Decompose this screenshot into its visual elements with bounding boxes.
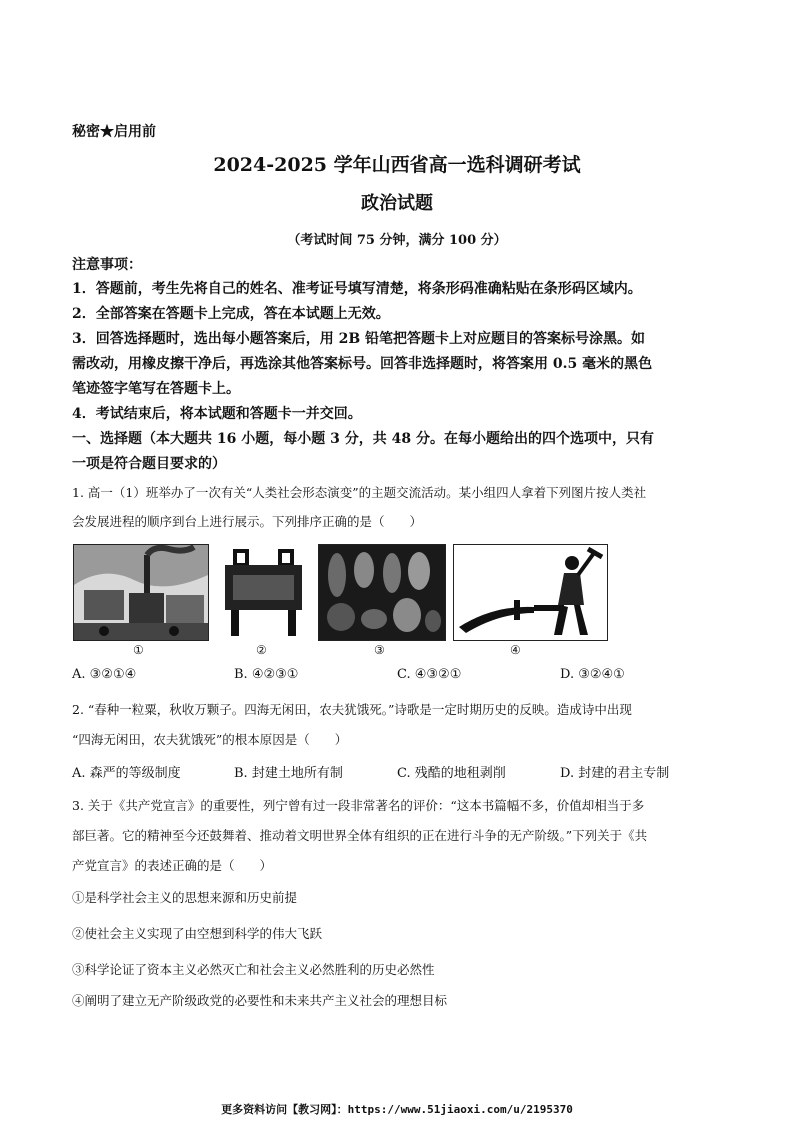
subject-title: 政治试题 [361, 193, 433, 214]
section-heading-a: 一、选择题（本大题共 16 小题，每小题 3 分，共 48 分。在每小题给出的四个选项中，只有 [72, 431, 654, 447]
q3-item-4: ④阐明了建立无产阶级政党的必要性和未来共产主义社会的理想目标 [72, 993, 448, 1008]
notice-line-1: 1．答题前，考生先将自己的姓名、准考证号填写清楚，将条形码准确粘贴在条形码区域内。 [72, 281, 642, 297]
page-title: 2024-2025 学年山西省高一选科调研考试 [213, 154, 581, 176]
q2-stem-a: 2. “春种一粒粟，秋收万颗子。四海无闲田，农夫犹饿死。”诗歌是一定时期历史的反映。造成诗中出现 [72, 702, 632, 717]
notice-heading: 注意事项： [72, 257, 142, 273]
notice-line-3b: 需改动，用橡皮擦干净后，再选涂其他答案标号。回答非选择题时，将答案用 0.5 毫米的黑色 [72, 356, 653, 372]
q1-option-a[interactable]: A. ③②①④ [72, 667, 137, 682]
figure-label-3: ③ [374, 643, 385, 657]
figure-label-1: ① [133, 643, 144, 657]
notice-line-3a: 3．回答选择题时，选出每小题答案后，用 2B 铅笔把答题卡上对应题目的答案标号涂黑。如 [72, 331, 646, 347]
plough-illustration [454, 545, 607, 640]
factory-illustration [74, 545, 208, 640]
q1-stem-b: 会发展进程的顺序到台上进行展示。下列排序正确的是（ ） [72, 514, 423, 529]
exam-info: （考试时间 75 分钟，满分 100 分） [287, 233, 507, 248]
q2-option-d[interactable]: D. 封建的君主专制 [560, 766, 670, 781]
q2-stem-b: “四海无闲田，农夫犹饿死”的根本原因是（ ） [72, 732, 348, 747]
q1-stem-a: 1. 高一（1）班举办了一次有关“人类社会形态演变”的主题交流活动。某小组四人拿着下列图片按人类社 [72, 485, 647, 500]
q1-option-d[interactable]: D. ③②④① [560, 667, 625, 682]
figure-bronze-ding [216, 544, 311, 641]
q1-option-c[interactable]: C. ④③②① [397, 667, 462, 682]
notice-line-3c: 笔迹签字笔写在答题卡上。 [72, 381, 240, 397]
q3-item-2: ②使社会主义实现了由空想到科学的伟大飞跃 [72, 926, 323, 941]
q3-stem-b: 部巨著。它的精神至今还鼓舞着、推动着文明世界全体有组织的正在进行斗争的无产阶级。”下列关于《共 [72, 828, 648, 843]
q3-stem-c: 产党宣言》的表述正确的是（ ） [72, 858, 273, 873]
q3-stem-a: 3. 关于《共产党宣言》的重要性，列宁曾有过一段非常著名的评价：“这本书篇幅不多，价值却相当于多 [72, 798, 645, 813]
q1-option-b[interactable]: B. ④②③① [234, 667, 299, 682]
figure-industrial-scene [73, 544, 209, 641]
q2-option-b[interactable]: B. 封建土地所有制 [234, 766, 343, 781]
figure-label-4: ④ [510, 643, 521, 657]
secret-label: 秘密★启用前 [72, 124, 156, 140]
q3-item-1: ①是科学社会主义的思想来源和历史前提 [72, 890, 298, 905]
notice-line-2: 2．全部答案在答题卡上完成，答在本试题上无效。 [72, 306, 390, 322]
section-heading-b: 一项是符合题目要求的） [72, 456, 226, 472]
figure-stone-tools [318, 544, 446, 641]
q3-item-3: ③科学论证了资本主义必然灭亡和社会主义必然胜利的历史必然性 [72, 962, 435, 977]
figure-label-2: ② [256, 643, 267, 657]
stone-tools-illustration [319, 545, 445, 640]
q2-option-c[interactable]: C. 残酷的地租剥削 [397, 766, 506, 781]
figure-farmer-plough [453, 544, 608, 641]
ding-illustration [217, 545, 310, 640]
notice-line-4: 4．考试结束后，将本试题和答题卡一并交回。 [72, 406, 362, 422]
q2-option-a[interactable]: A. 森严的等级制度 [72, 766, 181, 781]
footer-link[interactable]: 更多资料访问【教习网】：https://www.51jiaoxi.com/u/2195370 [221, 1103, 573, 1116]
